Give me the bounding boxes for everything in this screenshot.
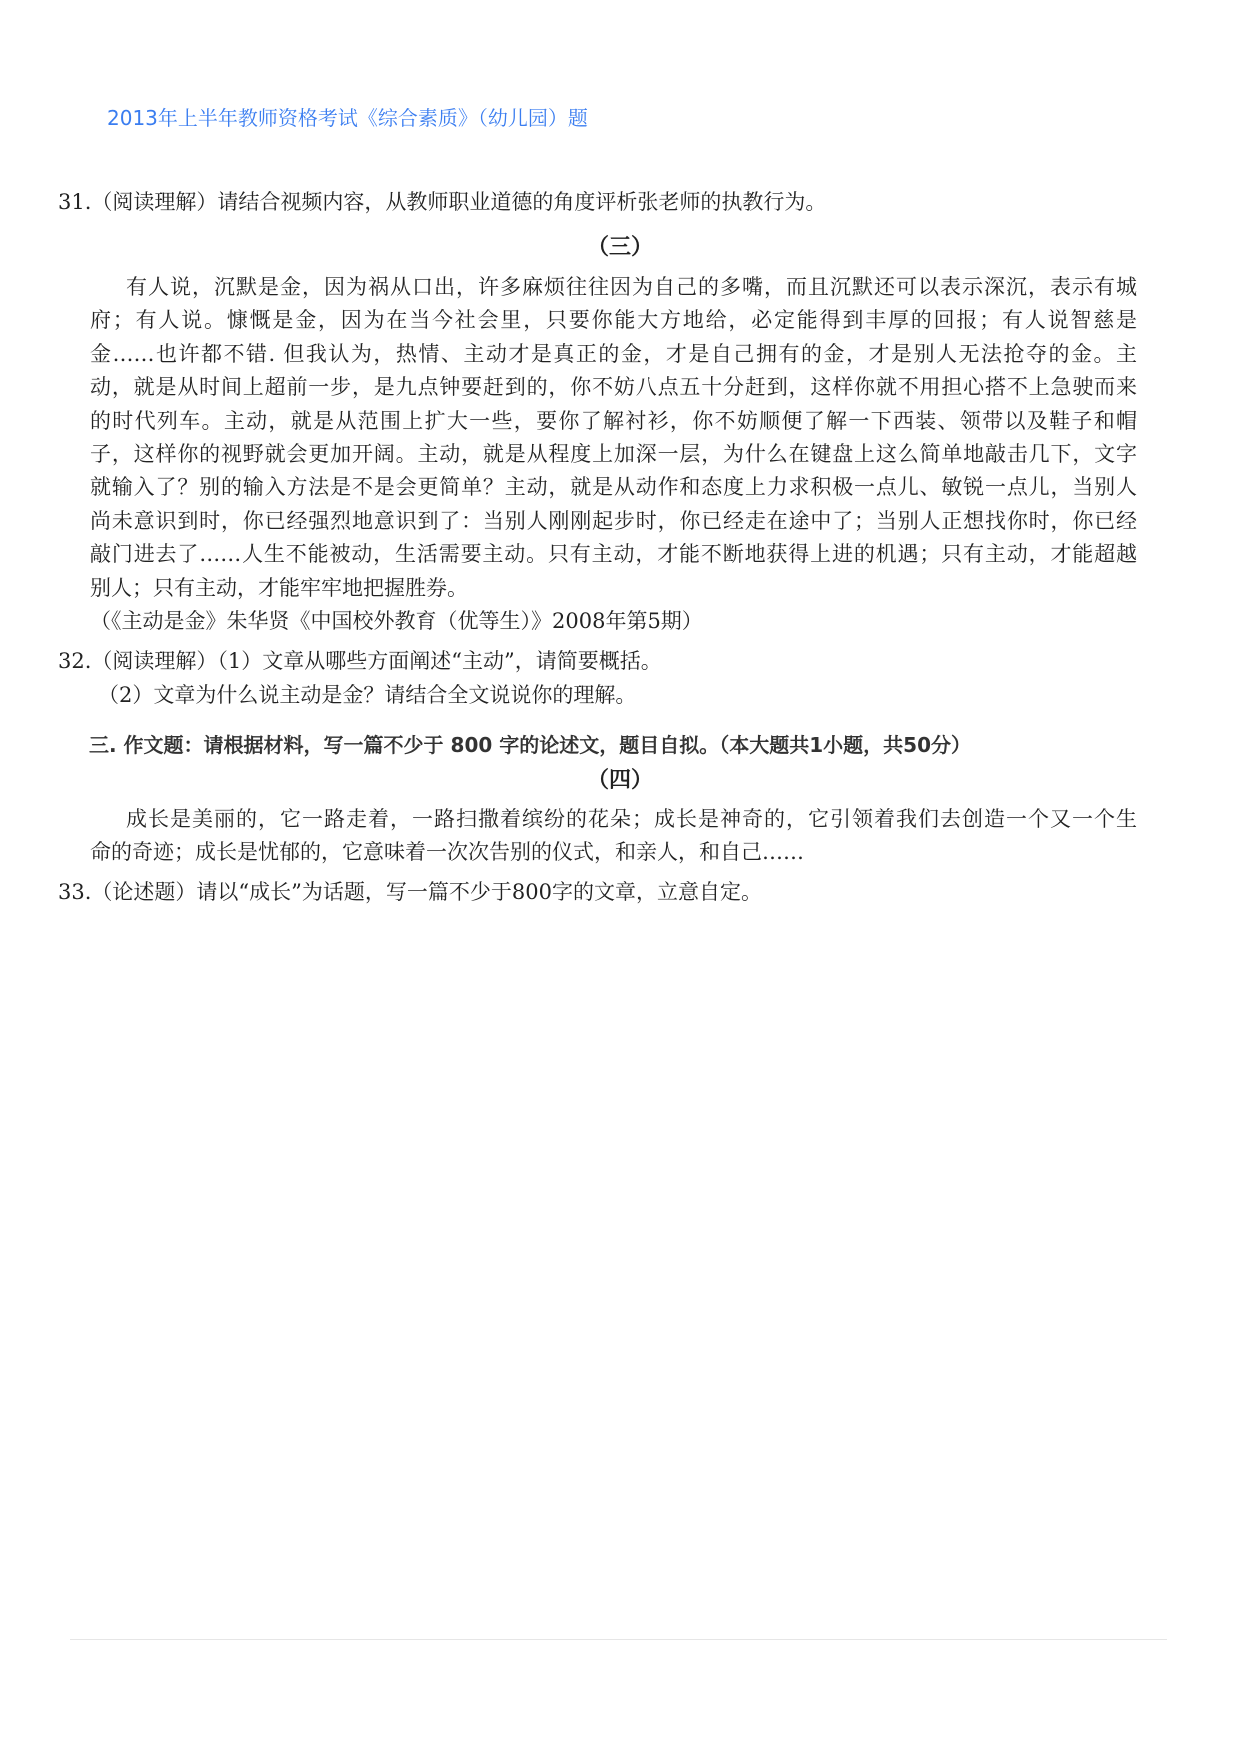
passage-3-heading: （三） <box>586 235 653 260</box>
document-title: 2013年上半年教师资格考试《综合素质》（幼儿园）题 <box>107 106 588 130</box>
section-3-heading: 三. 作文题：请根据材料，写一篇不少于 800 字的论述文，题目自拟。（本大题共1小题，共50分） <box>89 733 971 757</box>
passage-line: 有人说，沉默是金，因为祸从口出，许多麻烦往往因为自己的多嘴，而且沉默还可以表示深沉，表示有城 <box>126 275 1137 299</box>
passage-3-text <box>90 271 1137 638</box>
passage-line: 尚未意识到时，你已经强烈地意识到了：当别人刚刚起步时，你已经走在途中了；当别人正想找你时，你已经 <box>90 508 1137 533</box>
question-32-part-2: （2）文章为什么说主动是金？请结合全文说说你的理解。 <box>98 683 637 707</box>
passage-4-heading: （四） <box>586 768 653 793</box>
question-33: 33.（论述题）请以“成长”为话题，写一篇不少于800字的文章，立意自定。 <box>58 880 762 904</box>
passage-line: 金……也许都不错. 但我认为，热情、主动才是真正的金，才是自己拥有的金，才是别人无法抢夺的金。主 <box>90 341 1137 366</box>
passage-line: 就输入了？别的输入方法是不是会更简单？主动，就是从动作和态度上力求积极一点儿、敏锐一点儿，当别人 <box>90 475 1137 500</box>
passage-citation: （《主动是金》朱华贤《中国校外教育（优等生）》2008年第5期） <box>90 608 703 633</box>
passage-line: 府；有人说。慷慨是金，因为在当今社会里，只要你能大方地给，必定能得到丰厚的回报；有人说智慈是 <box>90 308 1137 333</box>
passage-line: 敲门进去了……人生不能被动，生活需要主动。只有主动，才能不断地获得上进的机遇；只有主动，才能超越 <box>90 542 1137 567</box>
passage-line: 成长是美丽的，它一路走着，一路扫撒着缤纷的花朵；成长是神奇的，它引领着我们去创造一个又一个生 <box>126 807 1137 831</box>
passage-line: 动，就是从时间上超前一步，是九点钟要赶到的，你不妨八点五十分赶到，这样你就不用担心搭不上急驶而来 <box>90 375 1137 400</box>
question-32-part-1: 32.（阅读理解）（1）文章从哪些方面阐述“主动”，请简要概括。 <box>58 649 662 673</box>
passage-line: 别人；只有主动，才能牢牢地把握胜券。 <box>90 575 468 600</box>
footer-divider <box>70 1639 1167 1640</box>
passage-line: 子，这样你的视野就会更加开阔。主动，就是从程度上加深一层，为什么在键盘上这么简单地敲击几下，文字 <box>90 441 1137 466</box>
passage-line: 命的奇迹；成长是忧郁的，它意味着一次次告别的仪式，和亲人，和自己…… <box>90 840 804 865</box>
passage-line: 的时代列车。主动，就是从范围上扩大一些，要你了解衬衫，你不妨顺便了解一下西装、领带以及鞋子和帽 <box>90 408 1137 433</box>
question-31: 31.（阅读理解）请结合视频内容，从教师职业道德的角度评析张老师的执教行为。 <box>58 190 827 214</box>
passage-4-text <box>90 803 1137 870</box>
